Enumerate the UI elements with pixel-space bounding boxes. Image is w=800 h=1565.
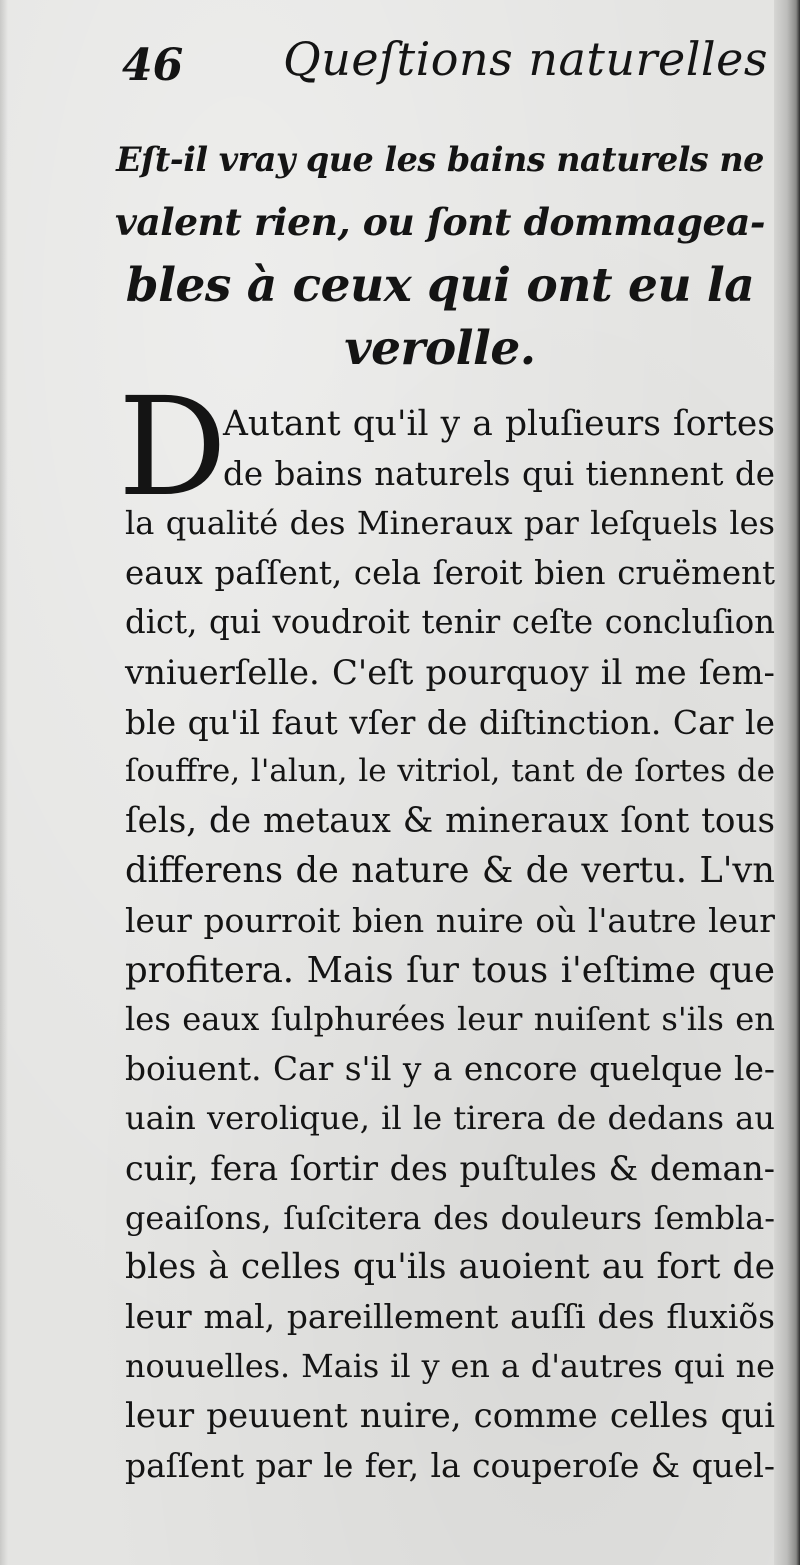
running-head: Queſtions naturelles [283,32,768,86]
body-line: geaiſons, ſuſcitera des douleurs ſembla- [125,1198,775,1237]
body-line: bles à celles qu'ils auoient au fort de [125,1247,775,1288]
body-line: dict, qui voudroit tenir ceſte concluſion [125,603,775,642]
body-line: ble qu'il faut vſer de diſtinction. Car le [125,702,775,742]
body-line: Autant qu'il y a pluſieurs ſortes [223,404,775,444]
body-line: paſſent par le fer, la couperoſe & quel- [125,1446,775,1486]
body-line: differens de nature & de vertu. L'vn [125,850,775,892]
page-edge-shadow [774,0,800,1565]
body-line: ſouffre, l'alun, le vitriol, tant de ſortes de [125,753,775,790]
heading-line: Eſt-il vray que les bains naturels ne [116,140,764,179]
page-gutter-shadow [0,0,8,1565]
body-line: leur pourroit bien nuire où l'autre leur [125,900,775,940]
body-line: de bains naturels qui tiennent de [223,454,775,493]
page-number: 46 [122,40,184,91]
body-line: uain verolique, il le tirera de dedans au [125,1099,775,1138]
drop-cap: D [118,369,228,527]
heading-line: bles à ceux qui ont eu la [125,258,755,313]
body-line: les eaux ſulphurées leur nuiſent s'ils en [125,1000,775,1039]
body-line: nouuelles. Mais il y en a d'autres qui ne [125,1347,775,1386]
body-line: leur peuuent nuire, comme celles qui [125,1395,775,1436]
chapter-heading [110,128,770,380]
heading-line: verolle. [344,321,536,376]
body-line: profitera. Mais ſur tous i'eſtime que [125,949,775,991]
body-line: vniuerſelle. C'eſt pourquoy il me ſem- [125,652,775,692]
body-text [125,400,775,1491]
heading-line: valent rien, ou ſont dommagea- [114,200,766,244]
body-line: eaux paſſent, cela ſeroit bien cruëment [125,553,775,592]
body-line: ſels, de metaux & mineraux ſont tous [125,800,775,841]
body-line: la qualité des Mineraux par leſquels les [125,504,775,543]
body-line: leur mal, pareillement auſſi des fluxiõs [125,1297,775,1336]
body-line: boiuent. Car s'il y a encore quelque le- [125,1049,775,1088]
body-line: cuir, fera ſortir des puſtules & deman- [125,1148,775,1188]
